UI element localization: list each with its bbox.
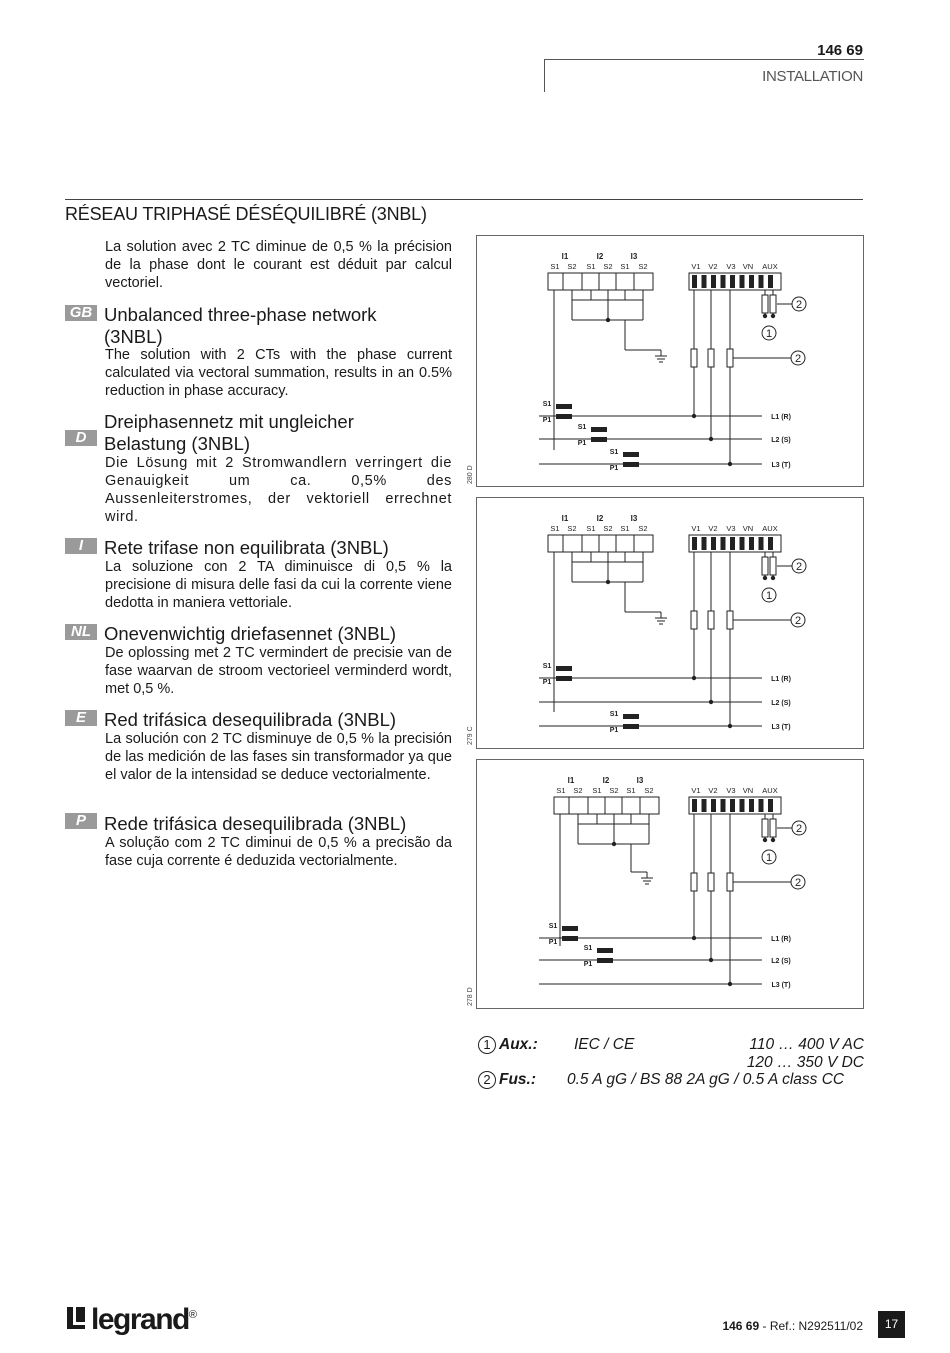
footer-code: 146 69 — [722, 1319, 760, 1333]
legend-aux — [478, 1036, 864, 1071]
voltage-junction-2 — [709, 958, 713, 962]
voltage-fuse-3 — [727, 349, 733, 367]
volt-terminal-contact — [692, 275, 697, 288]
aux-fuse-1 — [762, 557, 768, 575]
page-number: 17 — [878, 1311, 905, 1338]
voltage-junction-2 — [709, 700, 713, 704]
ct-terminal-label-4: S2 — [603, 524, 613, 533]
volt-terminal-label-3: V3 — [726, 262, 736, 271]
volt-terminal-contact — [711, 537, 716, 550]
lang-text-gb: The solution with 2 CTs with the phase current calculated via vectoral summation, results in an 0.5% reduction in phase accuracy. — [105, 347, 452, 399]
voltage-fuse-3 — [727, 611, 733, 629]
title-rule — [65, 199, 863, 200]
current-label-3: I3 — [636, 776, 644, 785]
volt-terminal-contact — [711, 275, 716, 288]
volt-terminal-label-3: V3 — [726, 786, 736, 795]
line-label-2: L2 (S) — [771, 700, 791, 707]
lang-badge-i: I — [65, 538, 97, 554]
volt-terminal-contact — [730, 537, 735, 550]
volt-terminal-contact — [721, 275, 726, 288]
ct-terminal-label-4: S2 — [603, 262, 613, 271]
ct-junction — [606, 580, 610, 584]
volt-terminal-label-5: AUX — [762, 524, 778, 533]
ct-terminal-label-3: S1 — [592, 786, 602, 795]
current-transformer-2-bottom — [623, 724, 639, 729]
volt-terminal-contact — [721, 537, 726, 550]
volt-terminal-label-2: V2 — [708, 524, 718, 533]
footer-reference — [722, 1319, 863, 1333]
current-transformer-2-s1: S1 — [583, 945, 593, 952]
voltage-junction-1 — [692, 676, 696, 680]
voltage-junction-1 — [692, 936, 696, 940]
ct-terminal-label-1: S1 — [550, 262, 560, 271]
current-transformer-1-top — [562, 926, 578, 931]
line-label-3: L3 (T) — [771, 982, 791, 989]
page-title-rest: TRIPHASÉ DÉSÉQUILIBRÉ (3NBL) — [142, 204, 427, 224]
volt-terminal-contact — [749, 275, 754, 288]
lang-heading-p: Rede trifásica desequilibrada (3NBL) — [104, 813, 407, 834]
volt-terminal-contact — [730, 275, 735, 288]
header-section: INSTALLATION — [762, 68, 863, 85]
voltage-junction-1 — [692, 414, 696, 418]
voltage-fuse-2 — [708, 611, 714, 629]
wiring-diagram-1 — [476, 235, 864, 487]
volt-terminal-contact — [702, 799, 707, 812]
ct-terminal-label-6: S2 — [644, 786, 654, 795]
line-label-1: L1 (R) — [771, 676, 791, 683]
current-transformer-2-top — [591, 427, 607, 432]
ct-terminal-label-1: S1 — [556, 786, 566, 795]
lang-heading-nl: Onevenwichtig driefasennet (3NBL) — [104, 623, 397, 644]
voltage-fuse-3 — [727, 873, 733, 891]
legend-fus-value: 0.5 A gG / BS 88 2A gG / 0.5 A class CC — [567, 1071, 845, 1088]
ct-junction — [612, 842, 616, 846]
current-transformer-2-top — [597, 948, 613, 953]
volt-terminal-contact — [692, 537, 697, 550]
voltage-fuse-2 — [708, 873, 714, 891]
ct-terminal-label-1: S1 — [550, 524, 560, 533]
line-label-2: L2 (S) — [771, 437, 791, 444]
ref-fuse-aux: 2 — [795, 561, 803, 573]
ref-aux: 1 — [765, 590, 773, 602]
volt-terminal-label-4: VN — [742, 786, 754, 795]
page-title-bold: RÉSEAU — [65, 204, 138, 224]
ct-terminal-label-4: S2 — [609, 786, 619, 795]
volt-terminal-label-3: V3 — [726, 524, 736, 533]
voltage-fuse-1 — [691, 873, 697, 891]
wiring-svg — [477, 498, 863, 748]
volt-terminal-contact — [711, 799, 716, 812]
volt-terminal-label-5: AUX — [762, 786, 778, 795]
voltage-junction-3 — [728, 982, 732, 986]
line-label-1: L1 (R) — [771, 414, 791, 421]
current-transformer-1-bottom — [562, 936, 578, 941]
legend-aux-standard: IEC / CE — [574, 1036, 635, 1053]
current-label-1: I1 — [567, 776, 575, 785]
lang-text-d: Die Lösung mit 2 Stromwandlern verringert die Genauigkeit um ca. 0,5% des Aussenleiterstromes, der vektoriell errechnet wird. — [105, 455, 452, 525]
voltage-junction-2 — [709, 437, 713, 441]
ct-junction — [606, 318, 610, 322]
current-transformer-1-top — [556, 404, 572, 409]
volt-terminal-label-1: V1 — [691, 786, 701, 795]
wiring-diagram-3 — [476, 759, 864, 1009]
lang-text-i: La soluzione con 2 TA diminuisce di 0,5 % la precisione di misura delle fasi da cui la corrente viene dedotta in maniera vettoriale. — [105, 559, 452, 611]
volt-terminal-contact — [730, 799, 735, 812]
ct-terminal-label-6: S2 — [638, 262, 648, 271]
current-transformer-2-top — [623, 714, 639, 719]
diagram-code-2: 279 C — [467, 726, 474, 745]
voltage-junction-3 — [728, 724, 732, 728]
current-transformer-1-s1: S1 — [542, 401, 552, 408]
ct-terminal-label-5: S1 — [626, 786, 636, 795]
ref-fuse-voltage: 2 — [794, 877, 802, 889]
lang-badge-e: E — [65, 710, 97, 726]
ct-terminal-label-5: S1 — [620, 262, 630, 271]
volt-terminal-label-4: VN — [742, 524, 754, 533]
ct-terminal-label-5: S1 — [620, 524, 630, 533]
legend-aux-dc: 120 … 350 V DC — [746, 1054, 864, 1071]
current-transformer-1-bottom — [556, 414, 572, 419]
current-transformer-1-s1: S1 — [542, 663, 552, 670]
current-transformer-1-p1: P1 — [542, 679, 552, 686]
aux-fuse-1 — [762, 819, 768, 837]
current-transformer-2-p1: P1 — [577, 440, 587, 447]
diagram-code-3: 278 D — [467, 987, 474, 1006]
line-label-1: L1 (R) — [771, 936, 791, 943]
ct-terminal-label-2: S2 — [567, 262, 577, 271]
legrand-logo — [65, 1303, 195, 1337]
lang-heading-d: Dreiphasennetz mit ungleicher Belastung (3NBL) — [104, 411, 354, 454]
page-title — [65, 204, 427, 225]
lang-heading-e: Red trifásica desequilibrada (3NBL) — [104, 709, 397, 730]
volt-terminal-contact — [768, 275, 773, 288]
ref-fuse-voltage: 2 — [794, 353, 802, 365]
lang-badge-d: D — [65, 430, 97, 446]
current-transformer-3-bottom — [623, 462, 639, 467]
line-label-2: L2 (S) — [771, 958, 791, 965]
volt-terminal-contact — [740, 799, 745, 812]
volt-terminal-contact — [759, 275, 764, 288]
lang-text-e: La solución con 2 TC disminuye de 0,5 % la precisión de las medición de las fases sin transformador ya que el valor de la intensidad se deduce vectorialmente. — [105, 731, 452, 783]
volt-terminal-contact — [768, 799, 773, 812]
legend-aux-number: 1 — [478, 1036, 496, 1054]
current-label-3: I3 — [630, 252, 638, 261]
current-transformer-1-p1: P1 — [542, 417, 552, 424]
diagram-code-1: 280 D — [467, 465, 474, 484]
current-transformer-3-s1: S1 — [609, 449, 619, 456]
current-transformer-2-p1: P1 — [609, 727, 619, 734]
current-transformer-1-p1: P1 — [548, 939, 558, 946]
fr-text: La solution avec 2 TC diminue de 0,5 % la précision de la phase dont le courant est déduit par calcul vectoriel. — [105, 239, 452, 291]
aux-fuse-2 — [770, 819, 776, 837]
ref-aux: 1 — [765, 852, 773, 864]
volt-terminal-contact — [702, 275, 707, 288]
wiring-svg — [477, 236, 863, 486]
current-label-2: I2 — [602, 776, 610, 785]
legend-fus-number: 2 — [478, 1071, 496, 1089]
volt-terminal-label-2: V2 — [708, 786, 718, 795]
header-code: 146 69 — [817, 42, 863, 59]
legrand-mark-icon — [65, 1305, 87, 1331]
current-transformer-2-s1: S1 — [609, 711, 619, 718]
volt-terminal-contact — [759, 537, 764, 550]
volt-terminal-contact — [721, 799, 726, 812]
current-transformer-1-s1: S1 — [548, 923, 558, 930]
current-transformer-3-top — [623, 452, 639, 457]
aux-fuse-2 — [770, 295, 776, 313]
legend-aux-ac: 110 … 400 V AC — [749, 1036, 864, 1053]
ct-terminal-label-3: S1 — [586, 524, 596, 533]
volt-terminal-contact — [768, 537, 773, 550]
lang-badge-p: P — [65, 813, 97, 829]
current-transformer-1-bottom — [556, 676, 572, 681]
voltage-junction-3 — [728, 462, 732, 466]
voltage-fuse-2 — [708, 349, 714, 367]
lang-heading-i: Rete trifase non equilibrata (3NBL) — [104, 537, 389, 558]
volt-terminal-contact — [749, 799, 754, 812]
voltage-fuse-1 — [691, 611, 697, 629]
volt-terminal-contact — [759, 799, 764, 812]
volt-terminal-label-1: V1 — [691, 262, 701, 271]
ref-fuse-voltage: 2 — [794, 615, 802, 627]
ref-fuse-aux: 2 — [795, 299, 803, 311]
legend-fus-label: Fus.: — [499, 1071, 537, 1088]
volt-terminal-contact — [749, 537, 754, 550]
ct-terminal-label-2: S2 — [573, 786, 583, 795]
legrand-logo-text: legrand — [91, 1303, 189, 1336]
legend-fus — [478, 1071, 864, 1089]
wiring-diagram-2 — [476, 497, 864, 749]
aux-fuse-2 — [770, 557, 776, 575]
current-label-1: I1 — [561, 514, 569, 523]
voltage-fuse-1 — [691, 349, 697, 367]
volt-terminal-label-1: V1 — [691, 524, 701, 533]
current-label-3: I3 — [630, 514, 638, 523]
volt-terminal-contact — [702, 537, 707, 550]
volt-terminal-label-4: VN — [742, 262, 754, 271]
current-transformer-3-p1: P1 — [609, 465, 619, 472]
current-label-1: I1 — [561, 252, 569, 261]
volt-terminal-label-2: V2 — [708, 262, 718, 271]
current-label-2: I2 — [596, 514, 604, 523]
volt-terminal-contact — [740, 537, 745, 550]
line-label-3: L3 (T) — [771, 724, 791, 731]
lang-badge-nl: NL — [65, 624, 97, 640]
ct-terminal-block — [554, 797, 659, 814]
current-label-2: I2 — [596, 252, 604, 261]
current-transformer-2-s1: S1 — [577, 424, 587, 431]
current-transformer-2-bottom — [591, 437, 607, 442]
lang-text-nl: De oplossing met 2 TC vermindert de precisie van de fase waarvan de stroom vectorieel verminderd wordt, met 0,5 %. — [105, 645, 452, 697]
legrand-registered: ® — [188, 1309, 196, 1321]
legend-aux-label: Aux.: — [499, 1036, 538, 1053]
volt-terminal-label-5: AUX — [762, 262, 778, 271]
current-transformer-2-p1: P1 — [583, 961, 593, 968]
lang-heading-gb: Unbalanced three-phase network (3NBL) — [104, 304, 377, 347]
ct-terminal-label-6: S2 — [638, 524, 648, 533]
wiring-svg — [477, 760, 863, 1008]
lang-badge-gb: GB — [65, 305, 97, 321]
footer-ref: - Ref.: N292511/02 — [759, 1319, 863, 1333]
ct-terminal-block — [548, 535, 653, 552]
ref-aux: 1 — [765, 328, 773, 340]
aux-fuse-1 — [762, 295, 768, 313]
volt-terminal-contact — [692, 799, 697, 812]
ct-terminal-label-2: S2 — [567, 524, 577, 533]
ct-terminal-block — [548, 273, 653, 290]
current-transformer-2-bottom — [597, 958, 613, 963]
lang-text-p: A solução com 2 TC diminui de 0,5 % a precisão da fase cuja corrente é deduzida vectorialmente. — [105, 835, 452, 869]
ref-fuse-aux: 2 — [795, 823, 803, 835]
ct-terminal-label-3: S1 — [586, 262, 596, 271]
volt-terminal-contact — [740, 275, 745, 288]
current-transformer-1-top — [556, 666, 572, 671]
line-label-3: L3 (T) — [771, 462, 791, 469]
